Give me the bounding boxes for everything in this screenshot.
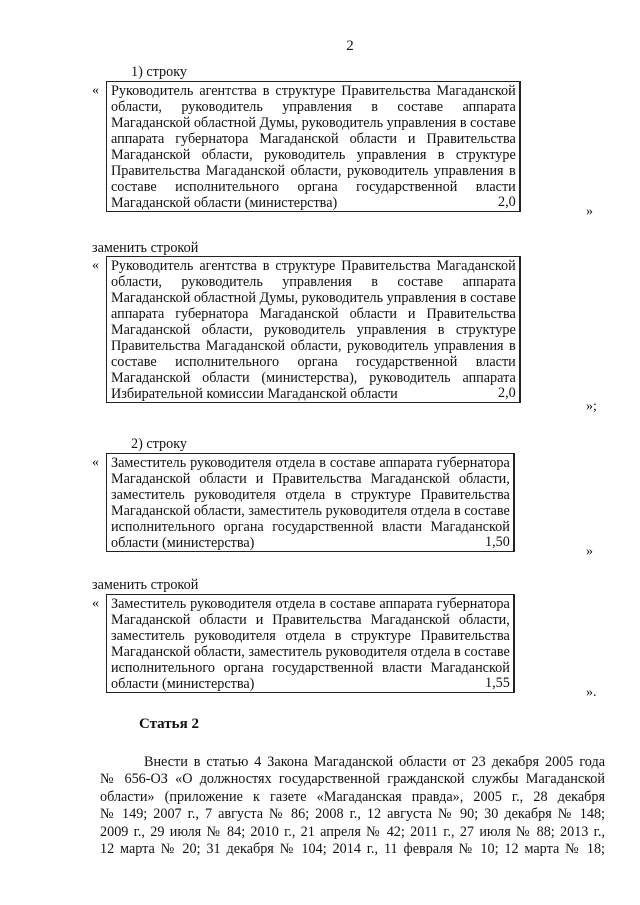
paragraph-line: области» (приложение к газете «Магаданская правда», 2005 г., 28 декабря <box>100 788 605 805</box>
text-line: области (министерства) <box>111 676 255 692</box>
text-line: Магаданской области (министерства), руководитель аппарата <box>111 370 516 386</box>
opening-quote: « <box>92 455 99 470</box>
text-line: Магаданской области, руководитель управления в структуре <box>111 147 516 163</box>
text-line: Руководитель агентства в структуре Правительства Магаданской <box>111 83 516 99</box>
text-line: области, руководитель управления в составе аппарата <box>111 274 516 290</box>
section-intro: заменить строкой <box>92 240 199 256</box>
opening-quote: « <box>92 83 99 98</box>
section-intro: заменить строкой <box>92 577 199 593</box>
article-title: Статья 2 <box>139 716 199 732</box>
text-line: аппарата губернатора Магаданской области и Правительства <box>111 306 516 322</box>
opening-quote: « <box>92 596 99 611</box>
text-line: Магаданской области, заместитель руководителя отдела в составе <box>111 503 510 519</box>
paragraph-line: Внести в статью 4 Закона Магаданской области от 23 декабря 2005 года <box>144 754 605 770</box>
page-number: 2 <box>346 38 354 54</box>
closing-quote: ». <box>586 685 597 700</box>
text-line: Избирательной комиссии Магаданской области <box>111 386 398 402</box>
table-row <box>107 454 515 552</box>
text-line: Руководитель агентства в структуре Правительства Магаданской <box>111 258 516 274</box>
position-text-cell <box>107 595 514 693</box>
coefficient-value: 2,0 <box>498 194 516 210</box>
table-row <box>107 82 521 212</box>
position-text-cell <box>107 454 514 552</box>
paragraph-line: № 656-ОЗ «О должностях государственной гражданской службы Магаданской <box>100 771 605 788</box>
text-line: заместитель руководителя отдела в структуре Правительства <box>111 487 510 503</box>
text-line: области, руководитель управления в составе аппарата <box>111 99 516 115</box>
text-line: области (министерства) <box>111 535 255 551</box>
coefficient-value: 1,50 <box>485 534 510 550</box>
coefficient-cell <box>498 82 520 212</box>
coefficient-value: 2,0 <box>498 385 516 401</box>
coefficient-cell <box>498 257 520 403</box>
text-line: Магаданской области и Правительства Магаданской области, <box>111 471 510 487</box>
table-row <box>107 257 521 403</box>
text-line: Магаданской областной Думы, руководитель управления в составе <box>111 115 516 131</box>
text-line: Магаданской областной Думы, руководитель управления в составе <box>111 290 516 306</box>
opening-quote: « <box>92 258 99 273</box>
amendment-table <box>106 256 521 403</box>
text-line: Заместитель руководителя отдела в составе аппарата губернатора <box>111 455 510 471</box>
paragraph-line: № 149; 2007 г., 7 августа № 86; 2008 г., 12 августа № 90; 30 декабря № 148; <box>100 806 605 823</box>
amendment-table <box>106 453 515 552</box>
text-line: заместитель руководителя отдела в структуре Правительства <box>111 628 510 644</box>
position-text-cell <box>107 257 520 403</box>
paragraph-line: 2009 г., 29 июля № 84; 2010 г., 21 апреля № 42; 2011 г., 27 июля № 88; 2013 г., <box>100 823 605 840</box>
article-paragraph <box>100 754 605 858</box>
position-text-cell <box>107 82 520 212</box>
text-line: составе исполнительного органа государственной власти <box>111 354 516 370</box>
text-line: Магаданской области, руководитель управления в структуре <box>111 322 516 338</box>
coefficient-value: 1,55 <box>485 675 510 691</box>
table-row <box>107 595 515 693</box>
closing-quote: » <box>586 204 593 219</box>
text-line: исполнительного органа государственной власти Магаданской <box>111 519 510 535</box>
amendment-table <box>106 594 515 693</box>
coefficient-cell <box>485 595 514 693</box>
amendment-table <box>106 81 521 212</box>
text-line: Магаданской области, заместитель руководителя отдела в составе <box>111 644 510 660</box>
closing-quote: » <box>586 544 593 559</box>
text-line: составе исполнительного органа государственной власти <box>111 179 516 195</box>
text-line: исполнительного органа государственной власти Магаданской <box>111 660 510 676</box>
text-line: Правительства Магаданской области, руководитель управления в <box>111 163 516 179</box>
paragraph-line: 12 марта № 20; 31 декабря № 104; 2014 г., 11 февраля № 10; 12 марта № 18; <box>100 840 605 857</box>
section-intro: 1) строку <box>131 64 188 80</box>
closing-quote: »; <box>586 399 597 414</box>
coefficient-cell <box>485 454 514 552</box>
text-line: Магаданской области (министерства) <box>111 195 338 211</box>
text-line: Магаданской области и Правительства Магаданской области, <box>111 612 510 628</box>
text-line: аппарата губернатора Магаданской области и Правительства <box>111 131 516 147</box>
text-line: Заместитель руководителя отдела в составе аппарата губернатора <box>111 596 510 612</box>
section-intro: 2) строку <box>131 436 188 452</box>
text-line: Правительства Магаданской области, руководитель управления в <box>111 338 516 354</box>
